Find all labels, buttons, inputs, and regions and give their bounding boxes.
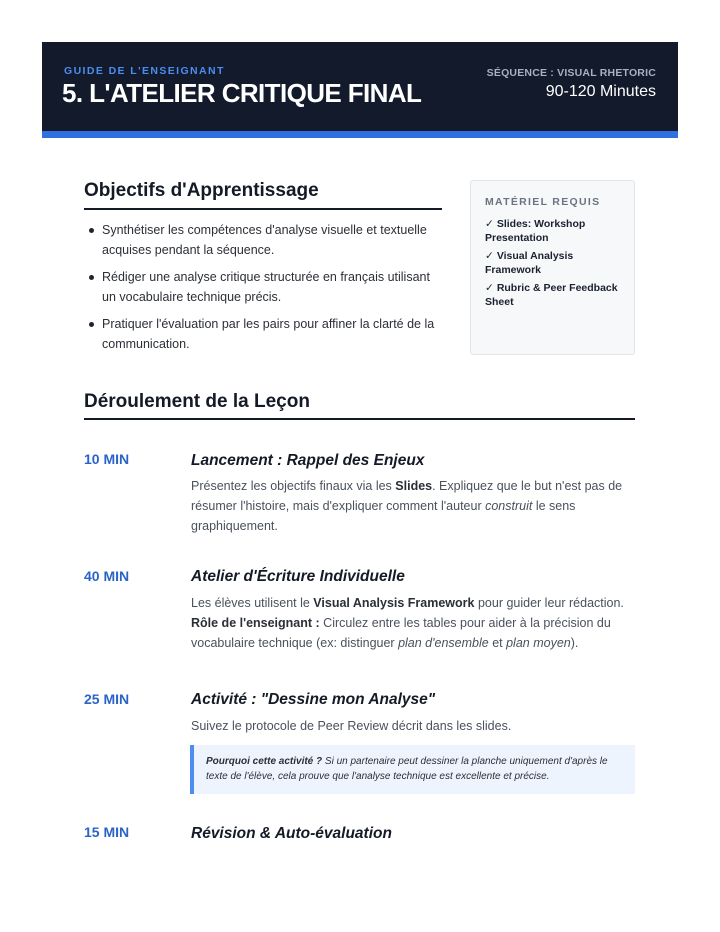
step-time: 10 MIN bbox=[84, 451, 130, 467]
step-description: Les élèves utilisent le Visual Analysis Framework pour guider leur rédaction. Rôle de l'enseignant : Circulez entre les tables pour aider à la précision du vocabulaire technique (ex: distinguer plan d'ensemble et plan moyen). bbox=[191, 596, 624, 650]
objective-item: Synthétiser les compétences d'analyse visuelle et textuelle acquises pendant la séquence. bbox=[86, 220, 442, 260]
page-title: 5. L'ATELIER CRITIQUE FINAL bbox=[62, 78, 422, 108]
step-time: 40 MIN bbox=[84, 568, 130, 584]
objective-item: Pratiquer l'évaluation par les pairs pour affiner la clarté de la communication. bbox=[86, 314, 442, 354]
header-kicker: GUIDE DE L'ENSEIGNANT bbox=[64, 65, 225, 77]
step-title: Lancement : Rappel des Enjeux bbox=[191, 452, 425, 469]
duration-label: 90-120 Minutes bbox=[545, 83, 656, 100]
step-title: Activité : "Dessine mon Analyse" bbox=[191, 691, 436, 708]
step-time: 25 MIN bbox=[84, 691, 130, 707]
check-icon: ✓ bbox=[485, 250, 494, 262]
step-title: Atelier d'Écriture Individuelle bbox=[191, 568, 405, 585]
objectives-heading: Objectifs d'Apprentissage bbox=[84, 180, 319, 201]
step-time: 15 MIN bbox=[84, 824, 130, 840]
step-title: Révision & Auto-évaluation bbox=[191, 825, 392, 842]
lesson-heading: Déroulement de la Leçon bbox=[84, 391, 310, 412]
material-item: ✓ Rubric & Peer Feedback Sheet bbox=[485, 282, 618, 308]
step-description: Présentez les objectifs finaux via les Slides. Expliquez que le but n'est pas de résumer l'histoire, mais d'expliquer comment l'auteur construit le sens graphiquement. bbox=[191, 479, 623, 533]
materials-heading: MATÉRIEL REQUIS bbox=[485, 196, 601, 208]
objectives-list bbox=[86, 220, 442, 361]
lesson-rule bbox=[84, 418, 635, 420]
materials-box bbox=[470, 180, 635, 355]
material-item: ✓ Visual Analysis Framework bbox=[485, 250, 574, 276]
callout-box: Pourquoi cette activité ? Si un partenaire peut dessiner la planche uniquement d'après le texte de l'élève, cela prouve que l'analyse technique est excellente et précise. bbox=[190, 745, 635, 794]
check-icon: ✓ bbox=[485, 218, 494, 230]
material-item: ✓ Slides: Workshop Presentation bbox=[485, 218, 586, 244]
page-header bbox=[42, 42, 678, 138]
objectives-rule bbox=[84, 208, 442, 210]
objective-item: Rédiger une analyse critique structurée en français utilisant un vocabulaire technique précis. bbox=[86, 267, 442, 307]
step-description: Suivez le protocole de Peer Review décrit dans les slides. bbox=[191, 719, 512, 733]
check-icon: ✓ bbox=[485, 282, 494, 294]
sequence-label: SÉQUENCE : VISUAL RHETORIC bbox=[486, 67, 656, 79]
